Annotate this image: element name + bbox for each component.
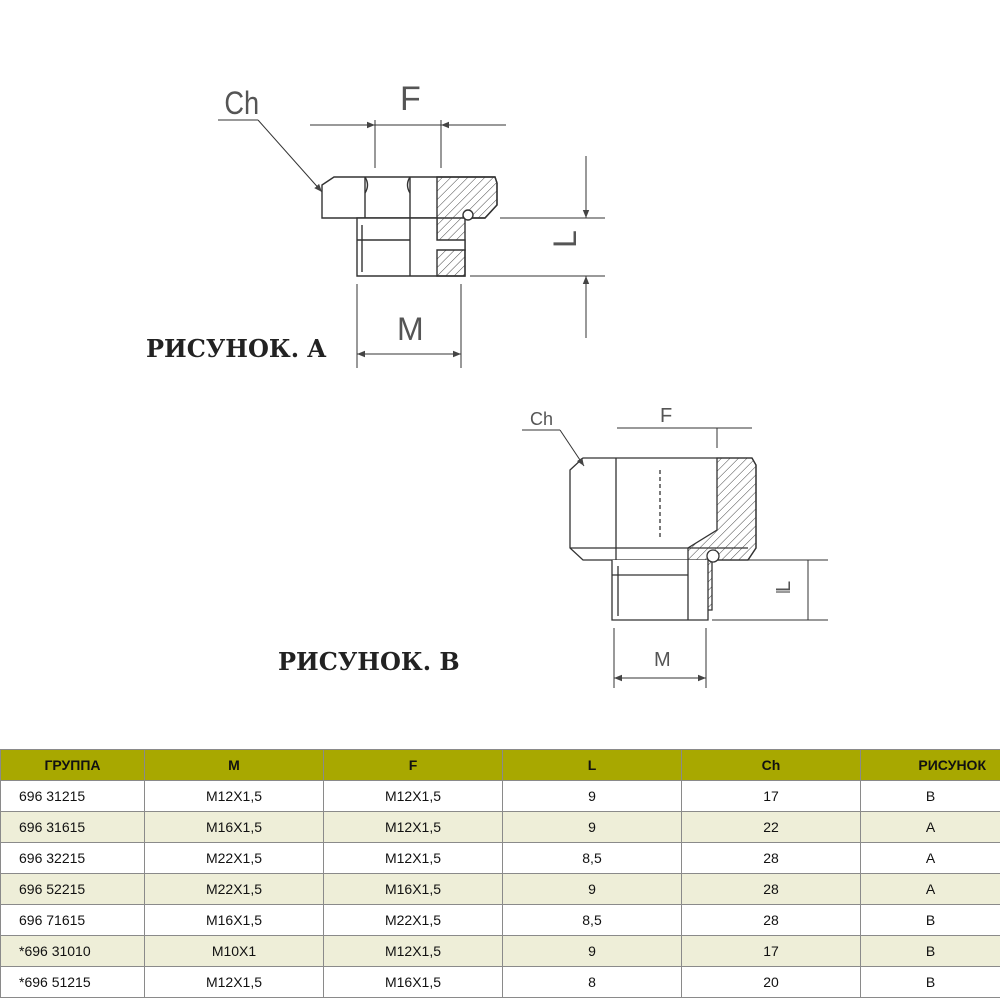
cell-m: M12X1,5 (145, 967, 324, 998)
figure-a-caption: РИСУНОК. A (146, 334, 327, 363)
figure-a-label-m: M (397, 311, 424, 347)
figure-a-label-f: F (400, 80, 421, 118)
cell-l: 9 (503, 781, 682, 812)
cell-l: 9 (503, 874, 682, 905)
cell-group: 696 71615 (1, 905, 145, 936)
header-cell-l: L (503, 750, 682, 781)
cell-ch: 28 (682, 905, 861, 936)
table-row (1, 905, 1000, 936)
table-header-row (1, 750, 1000, 781)
cell-l: 9 (503, 936, 682, 967)
figure-a-label-l: L (547, 230, 583, 248)
cell-group: *696 31010 (1, 936, 145, 967)
figure-b-label-f: F (660, 405, 673, 427)
figure-b-shank (612, 560, 708, 620)
cell-figure: B (861, 936, 1000, 967)
figure-b-seal-ring (707, 550, 719, 562)
cell-figure: B (861, 781, 1000, 812)
header-cell-m: M (145, 750, 324, 781)
cell-f: M12X1,5 (324, 781, 503, 812)
cell-figure: B (861, 967, 1000, 998)
cell-l: 8,5 (503, 905, 682, 936)
cell-figure: A (861, 874, 1000, 905)
header-cell-figure: РИСУНОК (861, 750, 1000, 781)
figure-a-seal-ring (463, 210, 473, 220)
cell-group: 696 31215 (1, 781, 145, 812)
figure-a-label-ch: Ch (224, 85, 260, 122)
cell-l: 8 (503, 967, 682, 998)
cell-m: M16X1,5 (145, 905, 324, 936)
figure-b-caption: РИСУНОК. B (278, 647, 460, 676)
cell-group: 696 32215 (1, 843, 145, 874)
table-row (1, 781, 1000, 812)
cell-m: M12X1,5 (145, 781, 324, 812)
figure-b-label-m: M (654, 649, 671, 671)
cell-m: M16X1,5 (145, 812, 324, 843)
table-row (1, 874, 1000, 905)
cell-f: M22X1,5 (324, 905, 503, 936)
cell-ch: 17 (682, 781, 861, 812)
cell-ch: 17 (682, 936, 861, 967)
cell-group: *696 51215 (1, 967, 145, 998)
header-cell-group: ГРУППА (1, 750, 145, 781)
figure-b (522, 428, 828, 688)
cell-figure: A (861, 843, 1000, 874)
figure-b-label-ch: Ch (530, 409, 554, 429)
cell-ch: 20 (682, 967, 861, 998)
table-row (1, 936, 1000, 967)
cell-m: M10X1 (145, 936, 324, 967)
cell-figure: B (861, 905, 1000, 936)
cell-m: M22X1,5 (145, 843, 324, 874)
cell-f: M16X1,5 (324, 874, 503, 905)
cell-f: M12X1,5 (324, 936, 503, 967)
cell-group: 696 52215 (1, 874, 145, 905)
cell-f: M12X1,5 (324, 812, 503, 843)
cell-figure: A (861, 812, 1000, 843)
header-cell-f: F (324, 750, 503, 781)
cell-l: 8,5 (503, 843, 682, 874)
cell-m: M22X1,5 (145, 874, 324, 905)
figure-b-label-l: L (773, 580, 795, 592)
cell-ch: 28 (682, 843, 861, 874)
cell-ch: 28 (682, 874, 861, 905)
header-cell-ch: Ch (682, 750, 861, 781)
table-row (1, 967, 1000, 998)
specs-table (0, 749, 1000, 998)
table-row (1, 843, 1000, 874)
cell-ch: 22 (682, 812, 861, 843)
table-row (1, 812, 1000, 843)
cell-l: 9 (503, 812, 682, 843)
cell-group: 696 31615 (1, 812, 145, 843)
cell-f: M12X1,5 (324, 843, 503, 874)
cell-f: M16X1,5 (324, 967, 503, 998)
